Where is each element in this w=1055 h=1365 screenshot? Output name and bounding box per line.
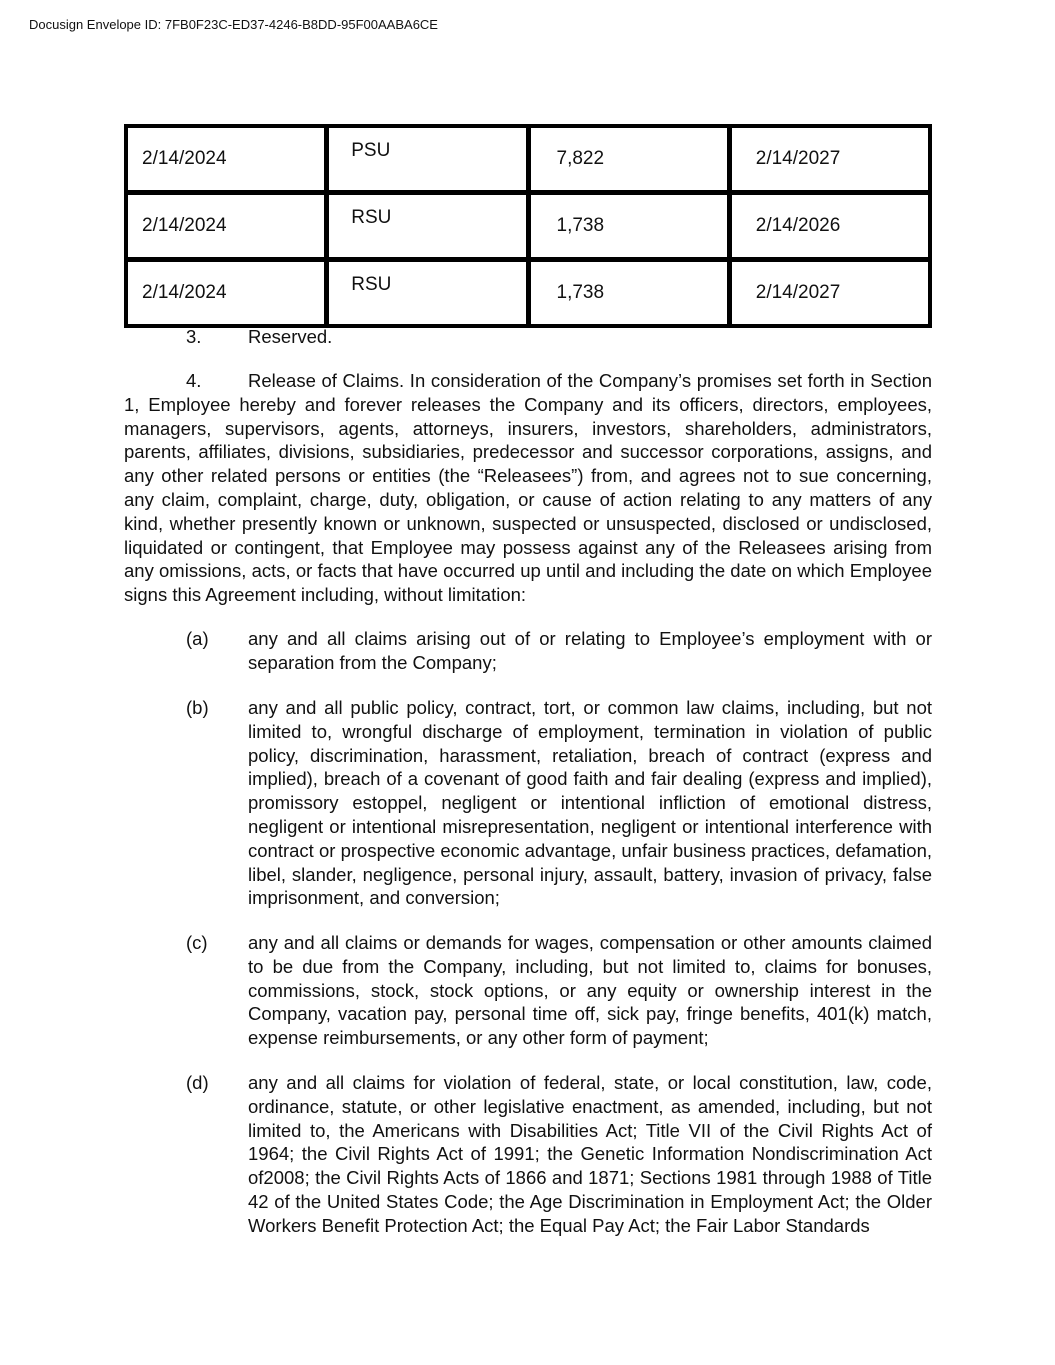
item-label: (c) [186,932,208,953]
grant-table [124,124,932,328]
item-label: (b) [186,697,209,718]
grant-date-cell: 2/14/2024 [127,127,325,191]
grant-date-cell: 2/14/2024 [127,261,325,325]
envelope-id: Docusign Envelope ID: 7FB0F23C-ED37-4246-B8DD-95F00AABA6CE [29,17,438,32]
item-text: any and all claims arising out of or relating to Employee’s employment with or separation from the Company; [248,628,932,673]
item-label: (d) [186,1072,209,1093]
list-item [124,931,932,1050]
vest-date-cell: 2/14/2027 [731,261,929,325]
list-item [124,1071,932,1238]
share-count-cell: 1,738 [530,261,728,325]
section-text: Reserved. [248,326,333,347]
section-text: Release of Claims. In consideration of the Company’s promises set forth in Section 1, Employee hereby and forever releases the Company and its officers, directors, employees, managers, supervisors, agents, attorneys, insurers, investors, shareholders, administrators, parents, affiliates, divisions, subsidiaries, predecessor and successor corporations, assigns, and any other related persons or entities (the “Releasees”) from, and agrees not to sue concerning, any claim, complaint, charge, duty, obligation, or cause of action relating to any matters of any kind, whether presently known or unknown, suspected or unsuspected, disclosed or undisclosed, liquidated or contingent, that Employee may possess against any of the Releasees arising from any omissions, acts, or facts that have occurred up until and including the date on which Employee signs this Agreement including, without limitation: [124,370,932,606]
share-count-cell: 7,822 [530,127,728,191]
table-row [127,194,929,258]
table-row [127,127,929,191]
award-type-cell: RSU [328,194,526,258]
item-label: (a) [186,628,209,649]
vest-date-cell: 2/14/2026 [731,194,929,258]
table-row [127,261,929,325]
section-number: 3. [186,326,202,347]
section-number: 4. [186,370,202,391]
item-text: any and all public policy, contract, tort, or common law claims, including, but not limited to, wrongful discharge of employment, termination in violation of public policy, discrimination, harassment, retaliation, breach of contract (express and implied), breach of a covenant of good faith and fair dealing (express and implied), promissory estoppel, negligent or intentional infliction of emotional distress, negligent or intentional misrepresentation, negligent or intentional interference with contract or prospective economic advantage, unfair business practices, defamation, libel, slander, negligence, personal injury, assault, battery, invasion of privacy, false imprisonment, and conversion; [248,697,932,909]
list-item [124,627,932,675]
section-3 [124,325,932,349]
section-4-release-of-claims [124,369,932,607]
item-text: any and all claims or demands for wages, compensation or other amounts claimed to be due from the Company, including, but not limited to, claims for bonuses, commissions, stock, stock options, or any equity or ownership interest in the Company, vacation pay, personal time off, sick pay, fringe benefits, 401(k) match, expense reimbursements, or any other form of payment; [248,932,932,1049]
award-type-cell: RSU [328,261,526,325]
award-type-cell: PSU [328,127,526,191]
list-item [124,696,932,910]
share-count-cell: 1,738 [530,194,728,258]
item-text: any and all claims for violation of federal, state, or local constitution, law, code, ordinance, statute, or other legislative enactment, as amended, including, but not limited to, the Americans with Disabilities Act; Title VII of the Civil Rights Act of 1964; the Civil Rights Act of 1991; the Genetic Information Nondiscrimination Act of2008; the Civil Rights Acts of 1866 and 1871; Sections 1981 through 1988 of Title 42 of the United States Code; the Age Discrimination in Employment Act; the Older Workers Benefit Protection Act; the Equal Pay Act; the Fair Labor Standards [248,1072,932,1236]
vest-date-cell: 2/14/2027 [731,127,929,191]
grant-date-cell: 2/14/2024 [127,194,325,258]
